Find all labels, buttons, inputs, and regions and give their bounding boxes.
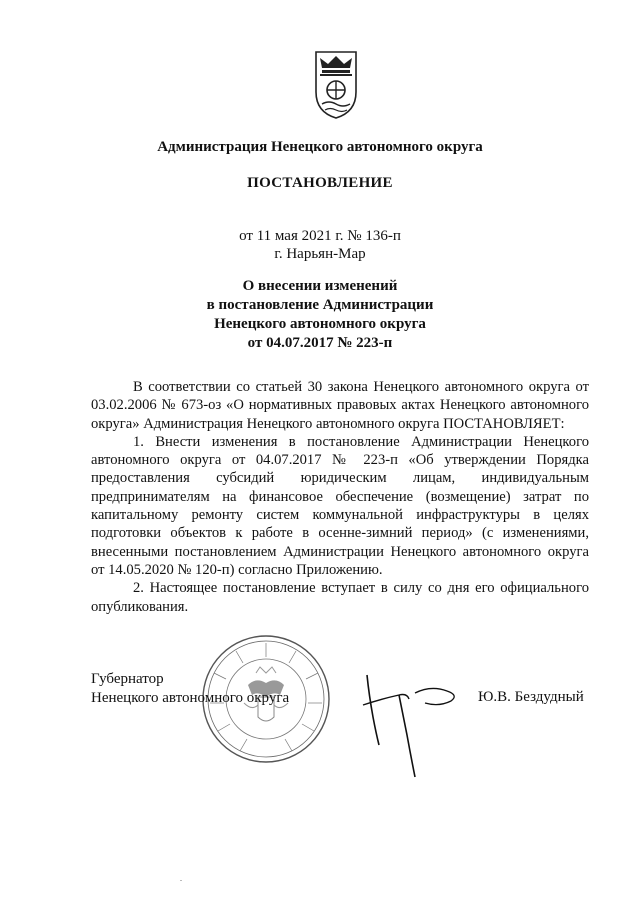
- item-1-paragraph: 1. Внести изменения в постановление Администрации Ненецкого автономного округа от 04.07.2017 № 223-п «Об утверждении Порядка предоставления субсидий юридическим лицам, индивидуальным предпринимателям на финансовое обеспечение (возмещение) затрат по капитальному ремонту систем коммунальной инфраструктуры в целях подготовки объектов к работе в осенне-зимний период» (с изменениями, внесенными постановлением Администрации Ненецкого автономного округа от 14.05.2020 № 120-п) согласно Приложению.: [91, 433, 589, 578]
- subject-line: от 04.07.2017 № 223-п: [247, 335, 393, 351]
- subject-line: в постановление Администрации: [206, 297, 434, 313]
- item-2-paragraph: 2. Настоящее постановление вступает в силу со дня его официального опубликования.: [91, 580, 589, 615]
- preamble-paragraph: В соответствии со статьей 30 закона Ненецкого автономного округа от 03.02.2006 № 673-оз «О нормативных правовых актах Ненецкого автономного округа» Администрация Ненецкого автономного округа ПОСТАНОВЛЯЕТ:: [91, 379, 589, 432]
- document-type: ПОСТАНОВЛЕНИЕ: [247, 175, 393, 191]
- subject-line: О внесении изменений: [242, 278, 398, 294]
- signer-position: [91, 670, 289, 708]
- page-mark: [180, 880, 182, 881]
- subject-line: Ненецкого автономного округа: [214, 316, 426, 332]
- document-date-number: от 11 мая 2021 г. № 136-п: [239, 228, 401, 244]
- signer-position-line: Губернатор: [91, 671, 164, 687]
- coat-of-arms-icon: [314, 50, 358, 120]
- organization-title: Администрация Ненецкого автономного округа: [157, 139, 483, 155]
- signer-name: Ю.В. Бездудный: [478, 689, 584, 705]
- document-body: [91, 378, 589, 616]
- signer-position-line: Ненецкого автономного округа: [91, 690, 290, 706]
- document-subject: [0, 277, 640, 353]
- document-city: г. Нарьян-Мар: [274, 246, 366, 262]
- handwritten-signature-icon: [355, 665, 465, 780]
